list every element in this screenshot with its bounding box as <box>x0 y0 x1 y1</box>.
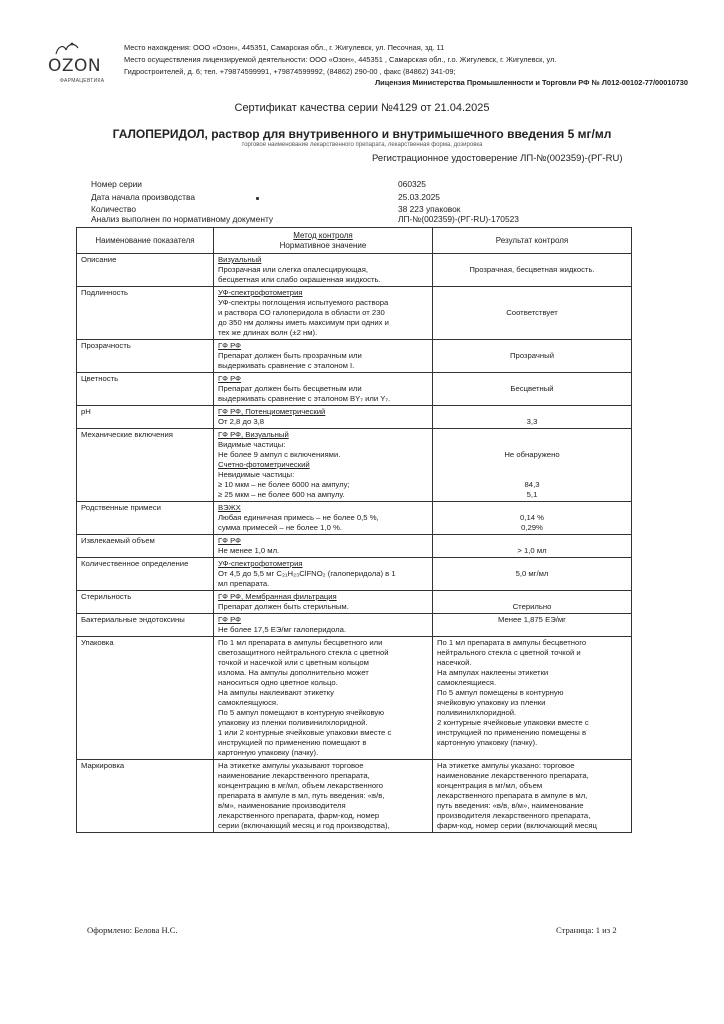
method-name: Визуальный <box>218 255 262 264</box>
norm-line: По 5 ампул помещают в контурную ячейковую <box>218 708 385 717</box>
result-line: Менее 1,875 ЕЭ/мг <box>498 615 566 624</box>
drug-caption: торговое наименование лекарственного препарата, лекарственная форма, дозировка <box>241 142 483 148</box>
norm-line: упаковку из пленки поливинилхлоридной. <box>218 718 368 727</box>
result-line <box>437 536 627 546</box>
method-norm-cell <box>214 287 433 340</box>
table-row <box>77 591 632 614</box>
meta-label-document: Анализ выполнен по нормативному документу <box>91 214 274 224</box>
result-line: насечкой. <box>437 658 472 667</box>
result-cell <box>433 591 632 614</box>
method-norm-cell <box>214 558 433 591</box>
norm-line: По 1 мл препарата в ампулы бесцветного или <box>218 638 383 647</box>
indicator-name: Упаковка <box>77 637 214 760</box>
result-line: лекарственного препарата в ампуле в мл, <box>437 791 588 800</box>
scan-speck <box>256 197 259 200</box>
method-name: ГФ РФ <box>218 536 242 545</box>
method-norm-cell <box>214 760 433 833</box>
indicator-name: Количественное определение <box>77 558 214 591</box>
result-line: Соответствует <box>506 308 558 317</box>
result-cell <box>433 429 632 502</box>
meta-label-date: Дата начала производства <box>91 192 195 202</box>
result-line: 84,3 <box>524 480 540 489</box>
method-norm-cell <box>214 254 433 287</box>
result-line <box>437 592 627 602</box>
norm-line: Любая единичная примесь – не более 0,5 %, <box>218 513 379 522</box>
result-line: > 1,0 мл <box>517 546 547 555</box>
result-line: ячейковую упаковку из пленки <box>437 698 546 707</box>
norm-line: На этикетке ампулы указывают торговое <box>218 761 364 770</box>
meta-label-quantity: Количество <box>91 204 136 214</box>
meta-value-date: 25.03.2025 <box>398 192 440 202</box>
method-name: УФ-спектрофотометрия <box>218 559 303 568</box>
indicator-name: pH <box>77 406 214 429</box>
method-name: ГФ РФ <box>218 374 242 383</box>
meta-label-series: Номер серии <box>91 179 142 189</box>
norm-line: ≥ 10 мкм – не более 6000 на ампулу; <box>218 480 350 489</box>
norm-line: УФ-спектры поглощения испытуемого раствора <box>218 298 389 307</box>
indicator-name: Стерильность <box>77 591 214 614</box>
method-norm-cell <box>214 502 433 535</box>
result-line: картонную упаковку (пачку). <box>437 738 538 747</box>
norm-line: От 2,8 до 3,8 <box>218 417 265 426</box>
result-line: Прозрачная, бесцветная жидкость. <box>469 265 595 274</box>
result-line: Стерильно <box>512 602 552 611</box>
result-line <box>437 460 627 470</box>
drug-title: ГАЛОПЕРИДОЛ, раствор для внутривенного и внутримышечного введения 5 мг/мл <box>112 127 612 141</box>
result-line: нейтрального стекла с цветной точкой и <box>437 648 581 657</box>
result-line <box>437 255 627 265</box>
norm-line: На ампулы наклеивают этикетку <box>218 688 334 697</box>
header-result: Результат контроля <box>433 228 632 254</box>
result-line: наименование лекарственного препарата, <box>437 771 589 780</box>
table-row <box>77 535 632 558</box>
table-row <box>77 373 632 406</box>
method-norm-cell <box>214 373 433 406</box>
norm-line: бесцветная или слабо окрашенная жидкость. <box>218 275 381 284</box>
norm-line: выдерживать сравнение с эталоном BY₇ или Y₇. <box>218 394 391 403</box>
result-line: Не обнаружено <box>504 450 560 459</box>
result-cell <box>433 502 632 535</box>
certificate-title: Сертификат качества серии №4129 от 21.04.2025 <box>234 102 490 114</box>
result-line: На ампулах наклеены этикетки <box>437 668 549 677</box>
norm-line: препарата в ампуле в мл, путь введения: «в/в, <box>218 791 385 800</box>
norm-line: до 350 нм должны иметь максимум при одних и <box>218 318 389 327</box>
table-row <box>77 340 632 373</box>
result-cell <box>433 558 632 591</box>
result-line <box>437 298 627 308</box>
norm-line: и раствора СО галоперидола в области от 230 <box>218 308 385 317</box>
result-line <box>437 407 627 417</box>
norm-line: Препарат должен быть стерильным. <box>218 602 349 611</box>
norm-line: 1 или 2 контурные ячейковые упаковки вместе с <box>218 728 392 737</box>
method-name: УФ-спектрофотометрия <box>218 288 303 297</box>
method-name: ГФ РФ, Мембранная фильтрация <box>218 592 337 601</box>
indicator-name: Маркировка <box>77 760 214 833</box>
result-line <box>437 503 627 513</box>
method-name: ГФ РФ <box>218 615 242 624</box>
norm-line: светозащитного нейтрального стекла с цветной <box>218 648 389 657</box>
norm-line: наименование лекарственного препарата, <box>218 771 370 780</box>
table-row <box>77 760 632 833</box>
method-name: ГФ РФ, Визуальный <box>218 430 289 439</box>
header-method <box>214 228 433 254</box>
norm-line: Видимые частицы: <box>218 440 286 449</box>
result-line: 0,14 % <box>520 513 544 522</box>
norm-line: концентрацию в мг/мл, объем лекарственного <box>218 781 384 790</box>
result-line <box>437 470 627 480</box>
result-line <box>437 440 627 450</box>
meta-value-quantity: 38 223 упаковок <box>398 204 461 214</box>
norm-line: мл препарата. <box>218 579 270 588</box>
result-line: 3,3 <box>526 417 538 426</box>
norm-line: Не более 17,5 ЕЭ/мг галоперидола. <box>218 625 347 634</box>
result-cell <box>433 340 632 373</box>
result-cell <box>433 287 632 340</box>
method-name: ГФ РФ <box>218 341 242 350</box>
result-line: 2 контурные ячейковые упаковки вместе с <box>437 718 589 727</box>
indicator-name: Подлинность <box>77 287 214 340</box>
norm-line: картонную упаковку (пачку). <box>218 748 319 757</box>
table-header-row <box>77 228 632 254</box>
result-line <box>437 559 627 569</box>
result-line <box>437 341 627 351</box>
result-line: путь введения: «в/в, в/м», наименование <box>437 801 584 810</box>
result-line: По 1 мл препарата в ампулы бесцветного <box>437 638 587 647</box>
logo-brand: OZON <box>48 56 102 76</box>
norm-line: тех же длинах волн (±2 нм). <box>218 328 318 337</box>
norm-line: сумма примесей – не более 1,0 %. <box>218 523 342 532</box>
result-cell <box>433 254 632 287</box>
result-cell <box>433 535 632 558</box>
result-cell <box>433 637 632 760</box>
method-norm-cell <box>214 591 433 614</box>
ozon-logo <box>40 40 120 100</box>
result-line <box>437 374 627 384</box>
method-norm-cell <box>214 637 433 760</box>
table-row <box>77 429 632 502</box>
norm-line: самоклеящуюся. <box>218 698 279 707</box>
indicator-name: Извлекаемый объем <box>77 535 214 558</box>
table-row <box>77 614 632 637</box>
indicator-name: Описание <box>77 254 214 287</box>
indicator-name: Цветность <box>77 373 214 406</box>
table-row <box>77 558 632 591</box>
result-line: фарм-код, номер серии (включающий месяц <box>437 821 597 830</box>
table-row <box>77 287 632 340</box>
result-line: 5,1 <box>526 490 538 499</box>
result-cell <box>433 406 632 429</box>
header-license-place: Место осуществления лицензируемой деятельности: ООО «Озон», 445351 , Самарская обл., г.о. Жигулевск, г. Жигулевск, ул. <box>124 55 557 64</box>
method-norm-cell <box>214 614 433 637</box>
norm-line: Не менее 1,0 мл. <box>218 546 280 555</box>
result-cell <box>433 760 632 833</box>
result-line: самоклеящиеся. <box>437 678 497 687</box>
table-row <box>77 406 632 429</box>
norm-line: ≥ 25 мкм – не более 600 на ампулу. <box>218 490 345 499</box>
header-contacts: Гидростроителей, д. 6; тел. +79874599991, +79874599992, (84862) 290-00 , факс (84862) 341-09; <box>124 67 456 76</box>
result-line: По 5 ампул помещены в контурную <box>437 688 564 697</box>
method-name: ВЭЖХ <box>218 503 241 512</box>
norm-line: Прозрачная или слегка опалесцирующая, <box>218 265 368 274</box>
result-line: поливинилхлоридной. <box>437 708 517 717</box>
result-line: производителя лекарственного препарата, <box>437 811 591 820</box>
page-number: Страница: 1 из 2 <box>556 925 617 935</box>
method-norm-cell <box>214 340 433 373</box>
result-line: 0,29% <box>521 523 543 532</box>
registration-number: Регистрационное удостоверение ЛП-№(002359)-(РГ-RU) <box>372 153 623 164</box>
method-norm-cell <box>214 429 433 502</box>
result-line: Прозрачный <box>510 351 554 360</box>
table-body <box>77 254 632 833</box>
result-line <box>437 288 627 298</box>
norm-line: Невидимые частицы: <box>218 470 295 479</box>
norm-line: серии (включающий месяц и год производства), <box>218 821 390 830</box>
norm-line: Препарат должен быть бесцветным или <box>218 384 362 393</box>
result-line: концентрация в мг/мл, объем <box>437 781 543 790</box>
indicator-name: Родственные примеси <box>77 502 214 535</box>
norm-line: Препарат должен быть прозрачным или <box>218 351 362 360</box>
logo-subtitle: ФАРМАЦЕВТИКА <box>60 78 105 84</box>
method-name: ГФ РФ, Потенциометрический <box>218 407 326 416</box>
table-row <box>77 502 632 535</box>
norm-line: точкой и насечкой или с цветным кольцом <box>218 658 369 667</box>
result-line: инструкцией по применению помещены в <box>437 728 587 737</box>
meta-value-document: ЛП-№(002359)-(РГ-RU)-170523 <box>398 214 519 224</box>
header-method-line1: Метод контроля <box>293 230 353 240</box>
norm-line: От 4,5 до 5,5 мг C₂₁H₂₃ClFNO₂ (галоперидола) в 1 <box>218 569 396 578</box>
header-indicator: Наименование показателя <box>77 228 214 254</box>
norm-line: Счетно-фотометрический <box>218 460 310 469</box>
norm-line: инструкцией по применению помещают в <box>218 738 367 747</box>
result-line: Бесцветный <box>510 384 554 393</box>
header-address: Место нахождения: ООО «Озон», 445351, Самарская обл., г. Жигулевск, ул. Песочная, зд. 11 <box>124 43 445 52</box>
result-line <box>437 430 627 440</box>
table-row <box>77 637 632 760</box>
norm-line: выдерживать сравнение с эталоном I. <box>218 361 355 370</box>
result-line: На этикетке ампулы указано: торговое <box>437 761 575 770</box>
table-row <box>77 254 632 287</box>
norm-line: излома. На ампулы дополнительно может <box>218 668 369 677</box>
header-license: Лицензия Министерства Промышленности и Торговли РФ № Л012-00102-77/00010730 <box>375 78 688 87</box>
method-norm-cell <box>214 535 433 558</box>
method-norm-cell <box>214 406 433 429</box>
result-line: 5,0 мг/мл <box>515 569 549 578</box>
norm-line: в/м», наименование производителя <box>218 801 346 810</box>
meta-value-series: 060325 <box>398 179 426 189</box>
result-cell <box>433 614 632 637</box>
norm-line: Не более 9 ампул с включениями. <box>218 450 341 459</box>
norm-line: наноситься одно цветное кольцо. <box>218 678 338 687</box>
indicator-name: Механические включения <box>77 429 214 502</box>
prepared-by: Оформлено: Белова Н.С. <box>87 925 178 935</box>
specification-table <box>76 227 632 833</box>
indicator-name: Прозрачность <box>77 340 214 373</box>
norm-line: лекарственного препарата, фарм-код, номер <box>218 811 380 820</box>
header-method-line2: Нормативное значение <box>279 240 367 250</box>
indicator-name: Бактериальные эндотоксины <box>77 614 214 637</box>
result-cell <box>433 373 632 406</box>
